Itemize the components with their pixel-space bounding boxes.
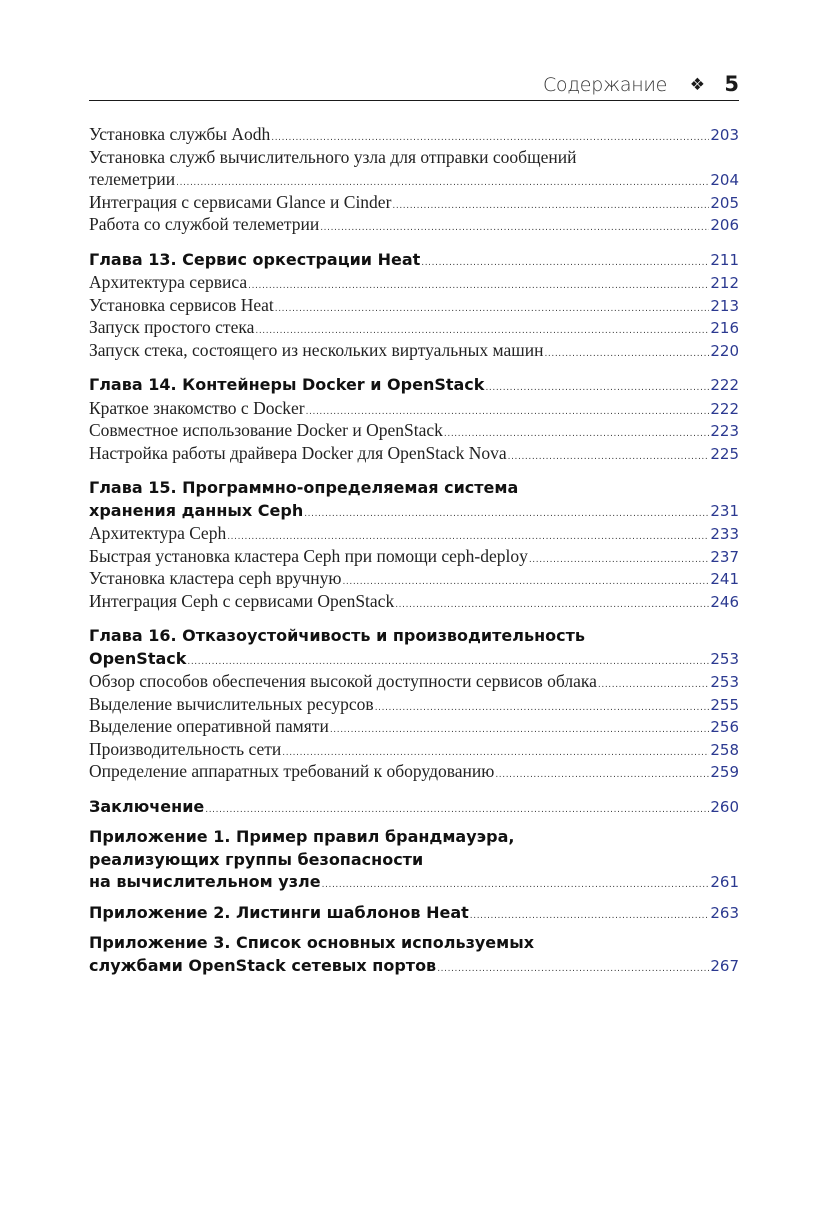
toc-entry[interactable] [89,693,739,716]
toc-entry[interactable] [89,294,739,317]
toc-section [89,477,739,612]
toc-entry[interactable] [89,442,739,465]
toc-chapter-title: службами OpenStack сетевых портов [89,955,437,975]
dot-leader [342,571,709,594]
toc-chapter[interactable] [89,648,739,671]
toc-entry-title: Архитектура сервиса [89,272,248,292]
toc-chapter[interactable] [89,955,739,978]
toc-entry-title: Краткое знакомство с Docker [89,397,305,418]
toc-entry-title: Выделение вычислительных ресурсов [89,693,374,714]
dot-leader [322,874,710,897]
toc-page-number: 255 [710,695,739,714]
dot-leader [598,674,709,697]
dot-leader [275,298,710,321]
toc-entry[interactable] [89,419,739,442]
toc-section [89,625,739,783]
toc-entry-title: Выделение оперативной памяти [89,716,329,736]
toc-page-number: 258 [710,740,739,759]
toc-page-number: 212 [710,274,739,292]
toc-chapter-title: Приложение 2. Листинги шаблонов Heat [89,902,469,922]
toc-entry[interactable] [89,590,739,613]
toc-entry[interactable] [89,271,739,294]
toc-chapter[interactable] [89,796,739,819]
toc-entry[interactable] [89,397,739,420]
toc-page-number: 233 [710,525,739,543]
toc-page-number: 211 [710,250,739,269]
toc-entry-title: Быстрая установка кластера Ceph при помощи ceph-deploy [89,545,528,566]
toc-entry-title: Интеграция с сервисами Glance и Cinder [89,191,392,212]
toc-page-number: 216 [710,319,739,337]
toc-entry[interactable] [89,545,739,568]
toc-page-number: 253 [710,673,739,691]
toc-chapter[interactable] [89,902,739,925]
page-number: 5 [724,72,739,96]
toc-page-number: 253 [710,649,739,668]
running-header [89,72,739,101]
dot-leader [304,503,709,526]
toc-page-number: 225 [710,444,739,463]
toc-entry-title: Установка сервисов Heat [89,294,274,315]
toc-entry-title: Архитектура Ceph [89,523,227,543]
toc-page-number: 204 [710,171,739,189]
toc-chapter-title: Заключение [89,796,205,816]
toc-entry-title: Установка службы Aodh [89,124,271,144]
toc-entry[interactable] [89,339,739,362]
dot-leader [470,905,710,928]
toc-entry[interactable] [89,670,739,693]
toc-entry[interactable] [89,168,739,191]
toc-entry[interactable] [89,715,739,738]
dot-leader [529,549,710,572]
toc-entry-title: Совместное использование Docker и OpenStack [89,420,443,440]
toc-page-number: 231 [710,501,739,520]
toc-page-number: 206 [710,216,739,234]
toc-page-number: 223 [710,422,739,440]
toc-page-number: 263 [710,903,739,922]
toc-entry-title: телеметрии [89,169,176,189]
toc-page-number: 259 [710,763,739,781]
dot-leader [485,377,709,400]
toc-section [89,902,739,925]
toc-section [89,796,739,819]
dot-leader [508,446,710,469]
toc-section [89,932,739,977]
dot-leader [205,799,709,822]
toc-page-number: 220 [710,341,739,360]
toc-entry-title: Определение аппаратных требований к оборудованию [89,761,495,781]
toc-entry[interactable] [89,760,739,783]
toc-chapter[interactable] [89,500,739,523]
dot-leader [392,195,709,218]
table-of-contents [89,123,739,990]
toc-section [89,123,739,236]
toc-entry[interactable] [89,316,739,339]
dot-leader [248,275,709,298]
toc-entry-title: Запуск простого стека [89,317,255,337]
toc-chapter-title: хранения данных Ceph [89,500,304,520]
toc-chapter-title-line: Глава 16. Отказоустойчивость и производительность [89,626,586,645]
toc-chapter-title-line: Глава 15. Программно-определяемая система [89,478,519,497]
toc-chapter-title: OpenStack [89,648,187,668]
dot-leader [320,217,709,240]
dot-leader [437,958,709,981]
toc-page-number: 260 [710,797,739,816]
toc-page-number: 205 [710,193,739,212]
dot-leader [421,252,709,275]
toc-chapter[interactable] [89,249,739,272]
toc-entry-title: Запуск стека, состоящего из нескольких виртуальных машин [89,339,544,360]
toc-entry[interactable] [89,522,739,545]
toc-chapter-title-line: Приложение 1. Пример правил брандмауэра, [89,827,515,846]
toc-page-number: 267 [710,956,739,975]
toc-chapter[interactable] [89,374,739,397]
toc-chapter-title: на вычислительном узле [89,872,321,891]
dot-leader [375,697,710,720]
toc-chapter-title: Глава 14. Контейнеры Docker и OpenStack [89,375,485,394]
toc-page-number: 237 [710,547,739,566]
toc-entry-title: Установка кластера ceph вручную [89,568,342,588]
toc-entry-title: Интеграция Ceph с сервисами OpenStack [89,590,395,611]
running-header-title: Содержание [542,74,667,96]
toc-entry-title: Производительность сети [89,738,282,759]
toc-page-number: 241 [710,570,739,588]
toc-page-number: 261 [710,873,739,891]
toc-chapter-title-line: Приложение 3. Список основных используемых [89,933,535,952]
toc-entry[interactable] [89,191,739,214]
toc-page-number: 203 [710,126,739,144]
toc-chapter[interactable] [89,871,739,894]
toc-entry[interactable] [89,567,739,590]
toc-page-number: 256 [710,718,739,736]
toc-entry[interactable] [89,123,739,146]
dot-leader [544,343,709,366]
dot-leader [395,594,709,617]
toc-entry[interactable] [89,738,739,761]
toc-page-number: 246 [710,592,739,611]
toc-entry-title: Работа со службой телеметрии [89,214,320,234]
dot-leader [495,764,709,787]
toc-entry[interactable] [89,213,739,236]
toc-entry-title: Настройка работы драйвера Docker для OpenStack Nova [89,442,507,463]
toc-section [89,249,739,362]
toc-page-number: 213 [710,296,739,315]
toc-entry-title: Обзор способов обеспечения высокой доступности сервисов облака [89,671,597,691]
four-diamond-ornament-icon: ❖ [689,75,705,95]
toc-chapter-title: Глава 13. Сервис оркестрации Heat [89,249,421,269]
toc-section [89,826,739,894]
toc-entry-title-line: Установка служб вычислительного узла для отправки сообщений [89,146,577,167]
toc-section [89,374,739,464]
toc-page-number: 222 [710,399,739,418]
toc-chapter-title-line: реализующих группы безопасности [89,849,424,869]
dot-leader [330,719,710,742]
toc-page-number: 222 [710,376,739,394]
